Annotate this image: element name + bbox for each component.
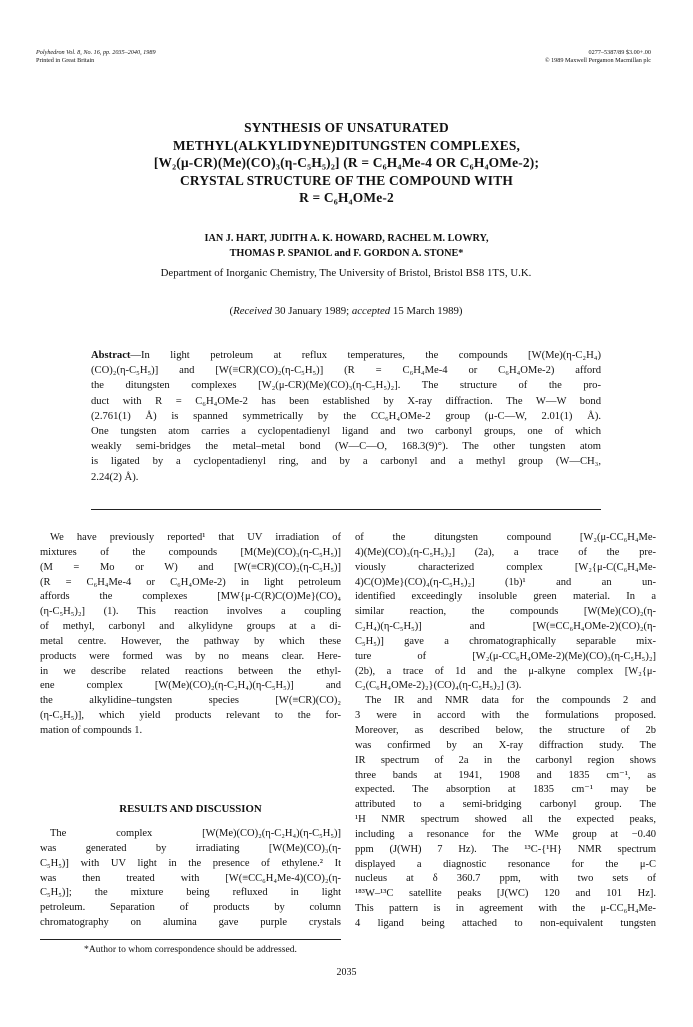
body-line: viously characterized complex [W₂{μ-C(C₆H₄Me-	[355, 561, 656, 573]
body-line: IR spectrum of 2a in the carbonyl region shows	[355, 754, 656, 766]
section-heading: RESULTS AND DISCUSSION	[119, 803, 262, 815]
accepted-date: 15 March 1989)	[390, 305, 463, 317]
received-label: Received	[233, 305, 273, 317]
body-line: ¹H NMR spectrum showed all the expected peaks,	[355, 814, 656, 826]
body-line: C₅H₅)]; the mixture being refluxed in light	[40, 887, 341, 899]
author-line: THOMAS P. SPANIOL and F. GORDON A. STONE*	[229, 247, 464, 259]
abstract-line: One tungsten atom carries a cyclopentadienyl ligand and two carbonyl groups, one of which	[91, 426, 601, 438]
body-line: 4)C(O)Me}(CO)₄(η-C₅H₅)₂] (1b)¹ and an un-	[355, 576, 656, 588]
journal-line-1: Polyhedron Vol. 8, No. 16, pp. 2035–2040, 1989	[36, 49, 156, 56]
body-line: petroleum. Separation of products by column	[40, 902, 341, 914]
author-line: IAN J. HART, JUDITH A. K. HOWARD, RACHEL M. LOWRY,	[204, 233, 489, 244]
body-line: 4 ligand being attached to non-equivalent tungsten	[355, 917, 656, 929]
body-line: similar reaction, the compounds [W(Me)(CO)₂(η-	[355, 606, 656, 618]
journal-citation	[36, 49, 156, 64]
body-line: in we describe related reactions between the ethyl-	[40, 665, 341, 677]
abstract	[91, 348, 601, 485]
abstract-line: (CO)₂(η-C₅H₅)] and [W(≡CR)(CO)₂(η-C₅H₅)] (R = C₆H₄Me-4 or C₆H₄OMe-2) afford	[91, 365, 601, 377]
body-line: ture of [W₂(μ-CC₆H₄OMe-2)(Me)(CO)₃(η-C₅H₅)₂]	[355, 650, 656, 662]
body-line: 4)(Me)(CO)₃(η-C₅H₅)₂] (2a), a trace of the pre-	[355, 546, 656, 558]
left-column-results	[40, 827, 341, 931]
body-line: metal centre. However, the pathway by which these	[40, 635, 341, 647]
body-line: Moreover, as described below, the structure of 2b	[355, 724, 656, 736]
body-line: We have previously reported¹ that UV irradiation of	[50, 532, 341, 543]
body-line: C₅H₅)] with UV light in the presence of ethylene.² It	[40, 857, 341, 869]
abstract-line: weakly semi-bridges the metal–metal bond (W—C—O, 168.3(9)°). The other tungsten atom	[91, 441, 601, 453]
body-line: identified exceedingly insoluble green material. In a	[355, 591, 656, 603]
body-line: was then treated with [W(≡CC₆H₄Me-4)(CO)₂(η-	[40, 872, 341, 884]
left-column-intro	[40, 531, 341, 739]
received-date: 30 January 1989;	[272, 305, 352, 317]
body-line: of the ditungsten compound [W₂(μ-CC₆H₄Me-	[355, 532, 656, 543]
body-line: C₂H₄)(η-C₅H₅)] and [W(≡CC₆H₄OMe-2)(CO)₂(η-	[355, 621, 656, 633]
abstract-line: (2.761(1) Å) is spanned symmetrically by the CC₆H₄OMe-2 group (μ-C—W, 2.01(1) Å).	[91, 410, 601, 422]
body-line: C₂(C₆H₄OMe-2)₂}(CO)₄(η-C₅H₅)₂] (3).	[355, 680, 522, 692]
body-line: ene complex [W(Me)(CO)₂(η-C₂H₄)(η-C₅H₅)] and	[40, 680, 341, 692]
body-line: displayed a diagnostic resonance for the μ-C	[355, 858, 656, 870]
body-line: products were formed was by no means clear. Here-	[40, 650, 341, 662]
body-line: (2b), a trace of 1d and the μ-alkyne complex [W₂{μ-	[355, 665, 656, 677]
body-line: affords the complexes [MW{μ-C(R)C(O)Me}(CO)₄	[40, 591, 341, 603]
body-line: C₅H₅)] gave a chromatographically separable mix-	[355, 635, 656, 647]
body-line: nucleus at δ 360.7 ppm, with two sets of	[355, 873, 656, 885]
abstract-line: is ligated by a cyclopentadienyl ring, and by a carbonyl and a methyl group (W—CH₃,	[91, 456, 601, 468]
abstract-line: Abstract—In light petroleum at reflux temperatures, the compounds [W(Me)(η-C₂H₄)	[91, 350, 601, 361]
body-line: ¹⁸³W–¹³C satellite peaks [J(WC) 120 and 101 Hz].	[355, 888, 656, 900]
body-line: three bands at 1941, 1908 and 1835 cm⁻¹, as	[355, 769, 656, 781]
body-line: This pattern is in agreement with the μ-CC₆H₄Me-	[355, 903, 656, 915]
abstract-line: the ditungsten complexes [W₂(μ-CR)(Me)(CO)₃(η-C₅H₅)₂]. The structure of the pro-	[91, 380, 601, 392]
body-line: of methyl, carbonyl and alkylidyne groups at a di-	[40, 621, 341, 633]
footnote-divider	[40, 939, 341, 940]
body-line: mation of compounds 1.	[40, 724, 143, 736]
title-line: CRYSTAL STRUCTURE OF THE COMPOUND WITH	[180, 172, 513, 188]
body-line: was generated by irradiating [W(Me)(CO)₃(η-	[40, 842, 341, 854]
paren-open: (	[229, 305, 234, 317]
affiliation: Department of Inorganic Chemistry, The University of Bristol, Bristol BS8 1TS, U.K.	[160, 267, 532, 279]
body-line: the alkylidine–tungsten species [W(≡CR)(CO)₂	[40, 695, 341, 707]
page-number: 2035	[336, 967, 357, 978]
body-line: (η-C₅H₅)₂] (1). This reaction involves a coupling	[40, 606, 341, 618]
abstract-line: duct with R = C₆H₄OMe-2 has been established by X-ray diffraction. The W—W bond	[91, 395, 601, 407]
body-line: was confirmed by an X-ray diffraction study. The	[355, 739, 656, 751]
article-title	[60, 119, 633, 207]
copyright-line: © 1989 Maxwell Pergamon Macmillan plc	[544, 56, 651, 64]
abstract-line: 2.24(2) Å).	[91, 471, 139, 483]
issn-price: 0277–5387/89 $3.00+.00	[588, 49, 651, 56]
body-line: ppm (J(WH) 7 Hz). The ¹³C-{¹H} NMR spectrum	[355, 843, 656, 855]
body-line: attributed to a semi-bridging carbonyl group. The	[355, 799, 656, 811]
body-line: The IR and NMR data for the compounds 2 and	[365, 695, 656, 707]
body-line: mixtures of the compounds [M(Me)(CO)₃(η-C₅H₅)]	[40, 546, 341, 558]
author-list	[60, 232, 633, 261]
journal-line-2: Printed in Great Britain	[36, 56, 95, 64]
body-line: (η-C₅H₅)], which yield products relevant to the for-	[40, 710, 341, 722]
title-line: [W₂(μ-CR)(Me)(CO)₃(η-C₅H₅)₂] (R = C₆H₄Me-4 OR C₆H₄OMe-2);	[153, 155, 540, 170]
abstract-divider	[91, 509, 601, 510]
footnote: *Author to whom correspondence should be addressed.	[84, 944, 297, 955]
copyright-block	[545, 49, 651, 64]
abstract-label: Abstract	[91, 350, 131, 361]
title-line: SYNTHESIS OF UNSATURATED	[244, 120, 449, 135]
title-line: METHYL(ALKYLIDYNE)DITUNGSTEN COMPLEXES,	[172, 137, 521, 153]
body-line: expected. The absorption at 1835 cm⁻¹ may be	[355, 784, 656, 796]
body-line: The complex [W(Me)(CO)₂(η-C₂H₄)(η-C₅H₅)]	[50, 828, 341, 839]
title-line: R = C₆H₄OMe-2	[299, 190, 394, 205]
body-line: (R = C₆H₄Me-4 or C₆H₄OMe-2) in light petroleum	[40, 576, 341, 588]
right-column	[355, 531, 656, 932]
body-line: chromatography on alumina gave purple crystals	[40, 917, 341, 929]
body-line: (M = Mo or W) and [W(≡CR)(CO)₂(η-C₅H₅)]	[40, 561, 341, 573]
accepted-label: accepted	[351, 305, 391, 317]
body-line: including a resonance for the WMe group at −0.40	[355, 828, 656, 840]
received-dates	[36, 305, 656, 317]
body-line: 3 were in accord with the formulations proposed.	[355, 710, 656, 722]
